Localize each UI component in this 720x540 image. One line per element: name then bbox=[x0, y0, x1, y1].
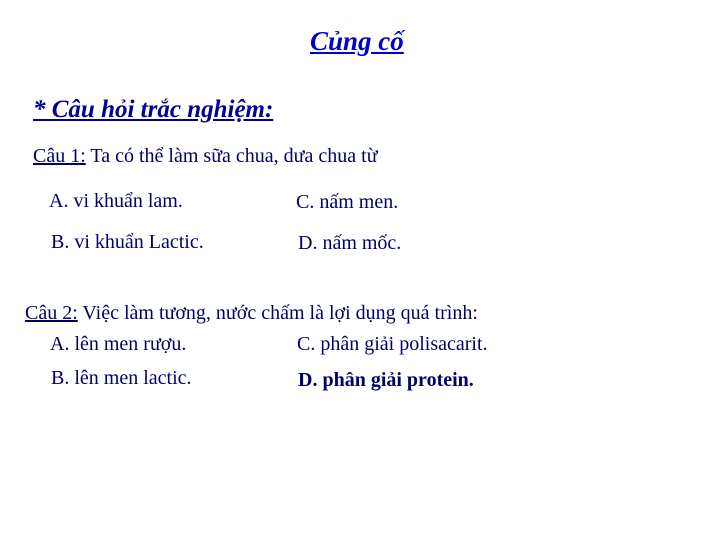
question-2-option-a: A. lên men rượu. bbox=[50, 333, 187, 355]
section-heading: * Câu hỏi trắc nghiệm: bbox=[33, 96, 274, 123]
question-1-option-b: B. vi khuẩn Lactic. bbox=[51, 231, 204, 253]
question-1-option-a: A. vi khuẩn lam. bbox=[49, 190, 183, 212]
question-1-option-d: D. nấm mốc. bbox=[298, 232, 402, 254]
question-2-option-b: B. lên men lactic. bbox=[51, 367, 192, 389]
question-1-label: Câu 1: bbox=[33, 145, 86, 167]
question-2 bbox=[25, 302, 478, 325]
question-2-text: Việc làm tương, nước chấm là lợi dụng quá trình: bbox=[77, 302, 478, 324]
question-2-option-d: D. phân giải protein. bbox=[298, 369, 474, 391]
question-2-option-c: C. phân giải polisacarit. bbox=[297, 333, 488, 355]
question-1 bbox=[33, 145, 378, 168]
question-1-option-c: C. nấm men. bbox=[296, 191, 399, 213]
question-1-text: Ta có thể làm sữa chua, dưa chua từ bbox=[85, 145, 378, 167]
question-2-label: Câu 2: bbox=[25, 302, 78, 324]
page-title: Củng cố bbox=[310, 26, 404, 56]
